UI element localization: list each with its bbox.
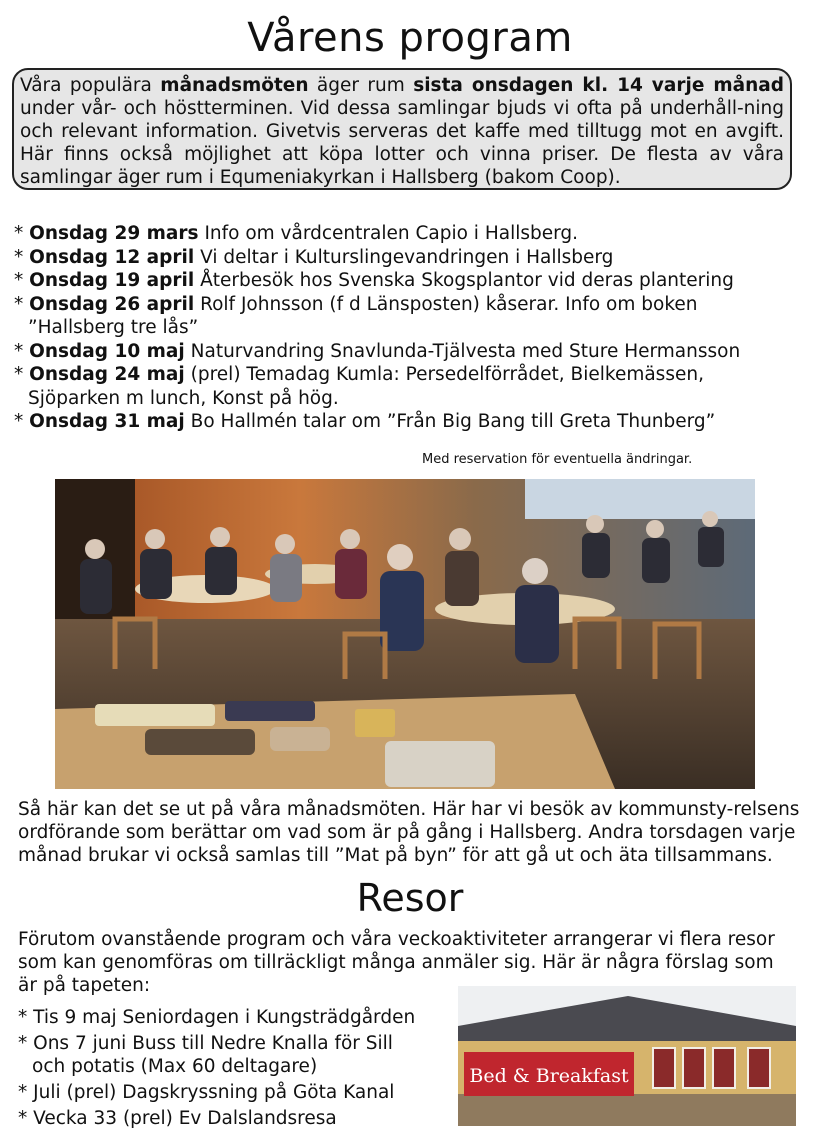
program-item: * Onsdag 19 april Återbesök hos Svenska Skogsplantor vid deras plantering [14,270,734,291]
program-list [14,222,804,434]
trip-text: Juli (prel) Dagskryssning på Göta Kanal [33,1082,395,1103]
reservation-note: Med reservation för eventuella ändringar. [422,452,693,467]
intro-box [12,68,792,190]
program-date: Onsdag 31 maj [29,411,185,432]
program-date: Onsdag 12 april [29,246,195,268]
intro-text-2: äger rum [308,75,414,96]
program-text: Återbesök hos Svenska Skogsplantor vid deras plantering [200,270,734,291]
meeting-photo [55,479,755,789]
program-text: Info om vårdcentralen Capio i Hallsberg. [204,223,579,244]
resor-intro: Förutom ovanstående program och våra veckoaktiviteter arrangerar vi flera resor som kan genomföras om tillräckligt många anmäler sig. Här är några förslag som är på tapeten: [18,929,775,996]
program-date: Onsdag 24 maj [29,364,185,385]
sign-text: Bed & Breakfast [469,1065,629,1087]
photo-caption: Så här kan det se ut på våra månadsmöten. Här har vi besök av kommunsty-relsens ordförande som berättar om vad som är på gång i Hallsberg. Andra torsdagen varje månad brukar vi också samlas till ”Mat på byn” för att gå ut och äta tillsammans. [18,799,800,866]
program-item: * Onsdag 31 maj Bo Hallmén talar om ”Från Big Bang till Greta Thunberg” [14,411,716,432]
program-date: Onsdag 10 maj [29,340,185,362]
program-text-cont: Sjöparken m lunch, Konst på hög. [28,387,339,409]
trip-item: * Juli (prel) Dagskryssning på Göta Kanal [18,1082,395,1103]
program-text: Vi deltar i Kulturslingevandringen i Hallsberg [200,246,614,268]
bed-and-breakfast-photo [458,986,796,1126]
program-item: * Onsdag 10 maj Naturvandring Snavlunda-Tjälvesta med Sture Hermansson [14,340,741,362]
trips-list [18,1006,458,1133]
trip-item: * Vecka 33 (prel) Ev Dalslandsresa [18,1108,337,1129]
trip-item: * Ons 7 juni Buss till Nedre Knalla för Sill och potatis (Max 60 deltagare) [18,1032,458,1078]
intro-text-3: under vår- och höstterminen. Vid dessa samlingar bjuds vi ofta på underhåll-ning och relevant information. Givetvis serveras det kaffe med tilltugg mot en avgift. Här finns också möjlighet att köpa lotter och vinna priser. De flesta av våra samlingar äger rum i Equmeniakyrkan i Hallsberg (bakom Coop). [20,98,784,188]
intro-text-1: Våra populära [20,75,161,96]
page-title: Vårens program [247,15,573,61]
intro-bold-2: sista onsdagen kl. 14 varje månad [413,75,785,96]
trip-text-cont: och potatis (Max 60 deltagare) [32,1056,318,1077]
trip-text: Tis 9 maj Seniordagen i Kungsträdgården [33,1007,416,1028]
program-text: Rolf Johnsson (f d Länsposten) kåserar. Info om boken [200,293,698,315]
trip-item: * Tis 9 maj Seniordagen i Kungsträdgården [18,1007,416,1028]
program-date: Onsdag 19 april [29,270,195,291]
program-item: * Onsdag 26 april Rolf Johnsson (f d Länsposten) kåserar. Info om boken ”Hallsberg tre lås” [14,293,804,340]
program-item: * Onsdag 12 april Vi deltar i Kulturslingevandringen i Hallsberg [14,246,614,268]
program-text: Naturvandring Snavlunda-Tjälvesta med Sture Hermansson [190,340,741,362]
program-text-cont: ”Hallsberg tre lås” [28,317,199,338]
program-date: Onsdag 26 april [29,293,195,315]
program-text: (prel) Temadag Kumla: Persedelförrådet, Bielkemässen, [190,364,704,385]
intro-bold-1: månadsmöten [160,75,309,96]
trip-text: Ons 7 juni Buss till Nedre Knalla för Sill [33,1033,393,1054]
trip-text: Vecka 33 (prel) Ev Dalslandsresa [33,1108,337,1129]
program-date: Onsdag 29 mars [29,223,199,244]
program-item: * Onsdag 24 maj (prel) Temadag Kumla: Persedelförrådet, Bielkemässen, Sjöparken m lunch, Konst på hög. [14,363,804,410]
program-item: * Onsdag 29 mars Info om vårdcentralen Capio i Hallsberg. [14,223,579,244]
program-text: Bo Hallmén talar om ”Från Big Bang till Greta Thunberg” [190,411,716,432]
resor-heading: Resor [356,876,464,920]
